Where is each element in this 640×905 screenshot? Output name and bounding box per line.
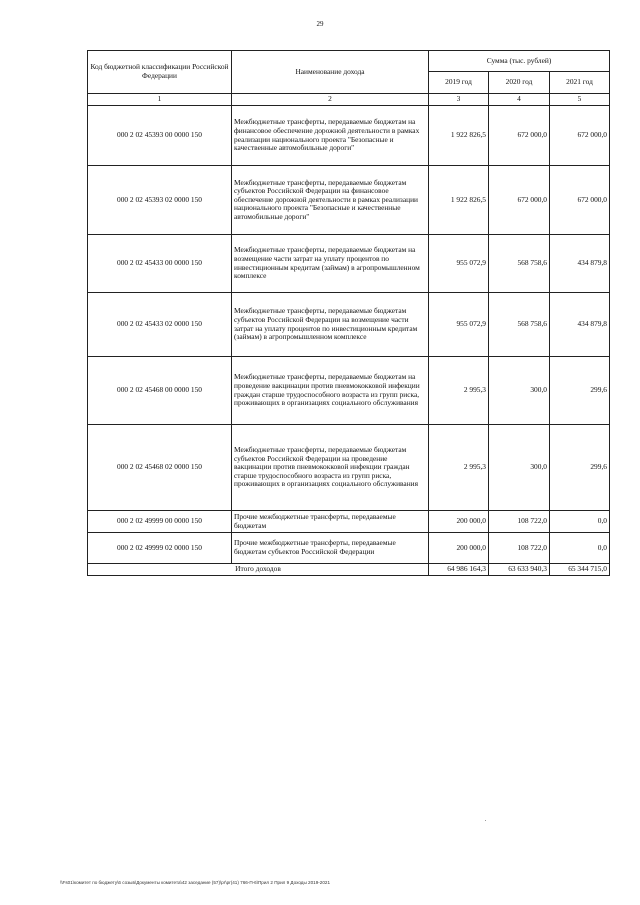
table-row <box>88 293 610 357</box>
column-index: 4 <box>489 94 550 106</box>
total-value-2021: 65 344 715,0 <box>550 564 610 576</box>
header-year-2019: 2019 год <box>429 72 489 94</box>
table-row <box>88 106 610 166</box>
row-name: Межбюджетные трансферты, передаваемые бюджетам субъектов Российской Федерации на проведение вакцинации против пневмококковой инфекции граждан старше трудоспособного возраста из групп риска, проживающих в организациях социального обслуживания <box>232 425 429 511</box>
table-row <box>88 235 610 293</box>
row-value-2019: 955 072,9 <box>429 293 489 357</box>
header-code: Код бюджетной классификации Российской Федерации <box>88 51 232 94</box>
row-value-2019: 1 922 826,5 <box>429 106 489 166</box>
file-path-footer: \\Fs01\комитет по бюджету\6 созыв\Документы комитета\42 заседание (57)\pr\pr(41) 766-П-6\Прил 2 Прил 9 Доходы 2019-2021 <box>60 880 331 885</box>
column-index: 3 <box>429 94 489 106</box>
row-code: 000 2 02 45433 00 0000 150 <box>88 235 232 293</box>
row-value-2019: 2 995,3 <box>429 425 489 511</box>
row-value-2020: 108 722,0 <box>489 533 550 564</box>
header-name: Наименование дохода <box>232 51 429 94</box>
row-value-2021: 434 879,8 <box>550 293 610 357</box>
row-value-2019: 2 995,3 <box>429 357 489 425</box>
row-value-2021: 434 879,8 <box>550 235 610 293</box>
total-value-2020: 63 633 940,3 <box>489 564 550 576</box>
total-value-2019: 64 986 164,3 <box>429 564 489 576</box>
table-row <box>88 511 610 533</box>
row-name: Межбюджетные трансферты, передаваемые бюджетам на финансовое обеспечение дорожной деятельности в рамках реализации национального проекта "Безопасные и качественные автомобильные дороги" <box>232 106 429 166</box>
row-value-2019: 200 000,0 <box>429 511 489 533</box>
row-name: Прочие межбюджетные трансферты, передаваемые бюджетам <box>232 511 429 533</box>
table-row <box>88 533 610 564</box>
row-value-2021: 672 000,0 <box>550 106 610 166</box>
table-row <box>88 357 610 425</box>
row-code: 000 2 02 45468 02 0000 150 <box>88 425 232 511</box>
row-value-2021: 672 000,0 <box>550 166 610 235</box>
page-number: 29 <box>316 20 324 28</box>
row-value-2020: 300,0 <box>489 357 550 425</box>
row-value-2020: 672 000,0 <box>489 166 550 235</box>
row-name: Межбюджетные трансферты, передаваемые бюджетам субъектов Российской Федерации на возмещение части затрат на уплату процентов по инвестиционным кредитам (займам) в агропромышленном комплексе <box>232 293 429 357</box>
header-sum: Сумма (тыс. рублей) <box>429 51 610 72</box>
column-index: 5 <box>550 94 610 106</box>
row-name: Межбюджетные трансферты, передаваемые бюджетам субъектов Российской Федерации на финансовое обеспечение дорожной деятельности в рамках реализации национального проекта "Безопасные и качественные автомобильные дороги" <box>232 166 429 235</box>
row-value-2019: 1 922 826,5 <box>429 166 489 235</box>
row-value-2021: 0,0 <box>550 511 610 533</box>
row-code: 000 2 02 45433 02 0000 150 <box>88 293 232 357</box>
total-row <box>88 564 610 576</box>
row-value-2019: 955 072,9 <box>429 235 489 293</box>
row-value-2021: 299,6 <box>550 425 610 511</box>
row-value-2020: 568 758,6 <box>489 235 550 293</box>
row-name: Межбюджетные трансферты, передаваемые бюджетам на возмещение части затрат на уплату процентов по инвестиционным кредитам (займам) в агропромышленном комплексе <box>232 235 429 293</box>
row-code: 000 2 02 49999 02 0000 150 <box>88 533 232 564</box>
header-year-2021: 2021 год <box>550 72 610 94</box>
scan-speck <box>485 820 486 821</box>
row-value-2020: 300,0 <box>489 425 550 511</box>
row-name: Прочие межбюджетные трансферты, передаваемые бюджетам субъектов Российской Федерации <box>232 533 429 564</box>
row-name: Межбюджетные трансферты, передаваемые бюджетам на проведение вакцинации против пневмококковой инфекции граждан старше трудоспособного возраста из групп риска, проживающих в организациях социального обслуживания <box>232 357 429 425</box>
header-year-2020: 2020 год <box>489 72 550 94</box>
table-row <box>88 166 610 235</box>
row-code: 000 2 02 49999 00 0000 150 <box>88 511 232 533</box>
row-value-2020: 672 000,0 <box>489 106 550 166</box>
column-index: 1 <box>88 94 232 106</box>
row-code: 000 2 02 45393 00 0000 150 <box>88 106 232 166</box>
row-value-2021: 299,6 <box>550 357 610 425</box>
revenue-table <box>87 50 610 576</box>
row-value-2021: 0,0 <box>550 533 610 564</box>
row-value-2020: 108 722,0 <box>489 511 550 533</box>
table-row <box>88 425 610 511</box>
total-label: Итого доходов <box>88 564 429 576</box>
row-code: 000 2 02 45393 02 0000 150 <box>88 166 232 235</box>
column-index: 2 <box>232 94 429 106</box>
row-value-2019: 200 000,0 <box>429 533 489 564</box>
row-code: 000 2 02 45468 00 0000 150 <box>88 357 232 425</box>
row-value-2020: 568 758,6 <box>489 293 550 357</box>
